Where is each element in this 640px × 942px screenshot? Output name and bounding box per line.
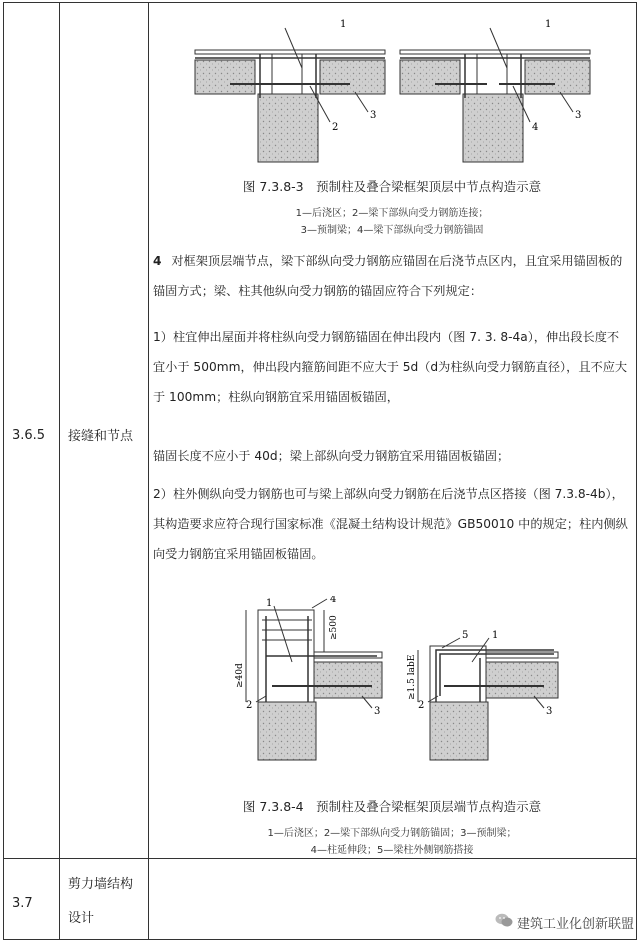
diagram-right (400, 19, 590, 162)
col-divider-1 (59, 3, 60, 939)
clause-number: 4 (153, 254, 162, 268)
figure-caption: 图 7.3.8-4 预制柱及叠合梁框架顶层端节点构造示意 (242, 799, 542, 814)
svg-text:3: 3 (546, 706, 553, 717)
diagram-a (235, 596, 382, 760)
clause-4 (153, 246, 631, 306)
svg-text:5: 5 (462, 630, 469, 641)
svg-text:4: 4 (330, 596, 337, 605)
watermark-text: 建筑工业化创新联盟 (516, 917, 634, 932)
svg-text:≥500: ≥500 (329, 615, 339, 640)
row-title-line1: 剪力墙结构 (68, 877, 134, 892)
svg-text:2: 2 (332, 122, 339, 133)
clause-text: 对框架顶层端节点，梁下部纵向受力钢筋应锚固在后浇节点区内，且宜采用锚固板的锚固方式；梁、柱其他纵向受力钢筋的锚固应符合下列规定： (153, 254, 623, 298)
col-divider-2 (148, 3, 149, 939)
svg-text:1: 1 (545, 19, 552, 30)
svg-text:2: 2 (418, 700, 425, 711)
diagram-left (195, 19, 385, 162)
clause-item-1-cont: 锚固长度不应小于 40d；梁上部纵向受力钢筋宜采用锚固板锚固； (153, 449, 510, 463)
svg-text:4: 4 (532, 122, 539, 133)
clause-item-2: 2）柱外侧纵向受力钢筋也可与梁上部纵向受力钢筋在后浇节点区搭接（图 7.3.8-4b），其构造要求应符合现行国家标准《混凝土结构设计规范》GB50010 中的规定；柱内侧纵向受力钢筋宜采用锚固板锚固。 (153, 487, 628, 561)
diagram-b (407, 630, 558, 760)
svg-text:≥40d: ≥40d (235, 663, 245, 688)
figure-legend: 4—柱延伸段；5—梁柱外侧钢筋搭接 (310, 845, 474, 856)
wechat-icon (495, 913, 513, 932)
row-title-line2: 设计 (68, 911, 95, 926)
svg-text:3: 3 (374, 706, 381, 717)
svg-text:1: 1 (340, 19, 347, 30)
svg-text:3: 3 (370, 110, 377, 121)
svg-text:≥1.5 labE: ≥1.5 labE (407, 654, 417, 700)
svg-text:2: 2 (246, 700, 253, 711)
row-number: 3.7 (12, 896, 33, 911)
row-title: 接缝和节点 (68, 429, 134, 444)
svg-text:1: 1 (266, 598, 273, 609)
clause-item-1: 1）柱宜伸出屋面并将柱纵向受力钢筋锚固在伸出段内（图 7. 3. 8-4a），伸出段长度不宜小于 500mm，伸出段内箍筋间距不应大于 5d（d为柱纵向受力钢筋直径），且不应大于 100mm；柱纵向钢筋宜采用锚固板锚固， (153, 330, 628, 404)
figure-legend: 1—后浇区；2—梁下部纵向受力钢筋锚固；3—预制梁； (267, 828, 517, 839)
figure-7-3-8-3 (190, 18, 600, 168)
row-number: 3.6.5 (12, 428, 46, 443)
figure-caption: 图 7.3.8-3 预制柱及叠合梁框架顶层中节点构造示意 (242, 179, 542, 194)
figure-legend: 3—预制梁；4—梁下部纵向受力钢筋锚固 (300, 225, 484, 236)
svg-text:3: 3 (575, 110, 582, 121)
watermark (495, 913, 634, 932)
figure-7-3-8-4 (232, 596, 562, 766)
svg-text:1: 1 (492, 630, 499, 641)
figure-legend: 1—后浇区；2—梁下部纵向受力钢筋连接； (295, 208, 489, 219)
